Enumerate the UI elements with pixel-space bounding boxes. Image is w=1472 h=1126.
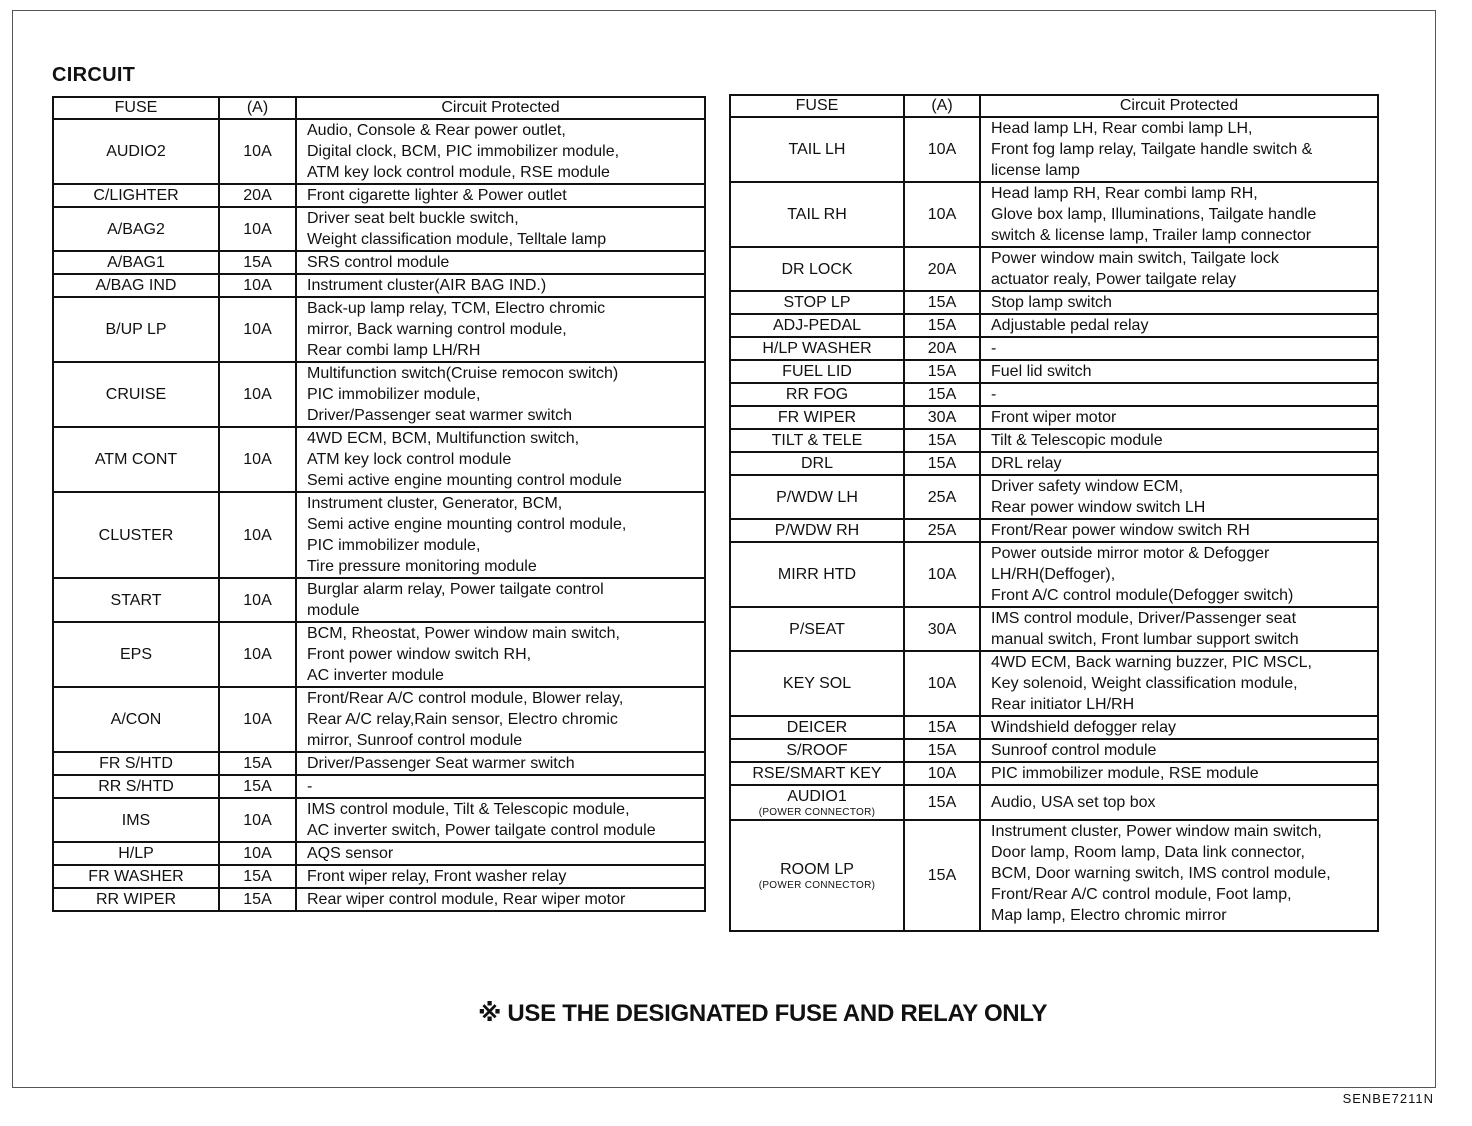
image-code: SENBE7211N [1342, 1091, 1434, 1106]
fuse-name-cell [53, 119, 219, 184]
circuit-line: Audio, USA set top box [991, 794, 1156, 811]
circuit-protected-cell [980, 291, 1378, 314]
fuse-name-cell [53, 297, 219, 362]
table-row [730, 739, 1378, 762]
fuse-amperage: 10A [904, 762, 980, 785]
table-row [730, 383, 1378, 406]
fuse-name: A/CON [110, 711, 162, 728]
table-row [53, 865, 705, 888]
fuse-amperage: 15A [219, 251, 296, 274]
circuit-line: Adjustable pedal relay [991, 317, 1149, 334]
circuit-line: Driver seat belt buckle switch, [307, 210, 519, 227]
fuse-subtitle: (POWER CONNECTOR) [758, 807, 876, 818]
circuit-line: AQS sensor [307, 845, 394, 862]
circuit-line: Power outside mirror motor & Defogger [991, 545, 1270, 562]
table-row [730, 406, 1378, 429]
circuit-protected-cell [296, 297, 705, 362]
circuit-protected-cell [296, 119, 705, 184]
table-row [53, 119, 705, 184]
circuit-protected-cell [980, 762, 1378, 785]
fuse-name: TAIL LH [788, 141, 846, 158]
fuse-name-cell [53, 865, 219, 888]
table-row [53, 622, 705, 687]
table-row [53, 888, 705, 911]
fuse-amperage: 10A [904, 542, 980, 607]
circuit-line: Instrument cluster, Generator, BCM, [307, 495, 563, 512]
circuit-protected-cell [980, 651, 1378, 716]
circuit-line: Weight classification module, Telltale lamp [307, 231, 607, 248]
fuse-name: DR LOCK [781, 260, 853, 278]
fuse-name: P/WDW RH [774, 522, 860, 539]
circuit-line: 4WD ECM, Back warning buzzer, PIC MSCL, [991, 654, 1312, 671]
fuse-amperage: 20A [219, 184, 296, 207]
table-header [53, 97, 705, 119]
fuse-amperage: 10A [904, 117, 980, 182]
header-amp: (A) [219, 97, 296, 119]
circuit-protected-cell [980, 519, 1378, 542]
circuit-line: switch & license lamp, Trailer lamp connector [991, 227, 1312, 244]
circuit-protected-cell [296, 865, 705, 888]
table-row [730, 337, 1378, 360]
fuse-name-cell [53, 578, 219, 622]
fuse-name: KEY SOL [782, 675, 852, 692]
circuit-line: Front cigarette lighter & Power outlet [307, 187, 567, 204]
circuit-protected-cell [296, 492, 705, 578]
fuse-amperage: 10A [219, 362, 296, 427]
circuit-protected-cell [296, 427, 705, 492]
circuit-line: Stop lamp switch [991, 294, 1112, 311]
circuit-line: mirror, Back warning control module, [307, 321, 567, 338]
fuse-amperage: 10A [219, 119, 296, 184]
designated-fuse-note: ※ USE THE DESIGNATED FUSE AND RELAY ONLY [478, 1000, 1048, 1027]
fuse-amperage: 15A [904, 716, 980, 739]
circuit-protected-cell [296, 274, 705, 297]
fuse-name-cell [53, 362, 219, 427]
fuse-amperage: 15A [904, 314, 980, 337]
fuse-name-cell [730, 716, 904, 739]
table-header [730, 95, 1378, 117]
circuit-protected-cell [980, 247, 1378, 291]
circuit-line: BCM, Door warning switch, IMS control module, [991, 865, 1331, 882]
fuse-amperage: 10A [219, 687, 296, 752]
circuit-protected-cell [296, 888, 705, 911]
circuit-line: Multifunction switch(Cruise remocon switch) [307, 365, 619, 382]
table-row [53, 184, 705, 207]
fuse-amperage: 15A [904, 429, 980, 452]
fuse-name: S/ROOF [786, 742, 848, 759]
circuit-line: Semi active engine mounting control module [307, 472, 622, 489]
fuse-name: AUDIO1 [787, 788, 847, 805]
table-row [730, 117, 1378, 182]
fuse-name: A/BAG2 [107, 220, 165, 238]
circuit-protected-cell [980, 475, 1378, 519]
fuse-amperage: 15A [904, 739, 980, 762]
table-row [730, 182, 1378, 247]
fuse-amperage: 15A [904, 360, 980, 383]
fuse-amperage: 15A [904, 383, 980, 406]
fuse-name-cell [730, 247, 904, 291]
fuse-name-cell [53, 842, 219, 865]
table-row [730, 762, 1378, 785]
circuit-line: - [307, 778, 313, 795]
circuit-protected-cell [980, 739, 1378, 762]
table-row [53, 207, 705, 251]
circuit-protected-cell [980, 429, 1378, 452]
fuse-name-cell [730, 360, 904, 383]
circuit-protected-cell [296, 184, 705, 207]
circuit-line: Rear A/C relay,Rain sensor, Electro chromic [307, 711, 618, 728]
fuse-name: CLUSTER [98, 526, 174, 544]
circuit-line: Driver/Passenger Seat warmer switch [307, 755, 575, 772]
fuse-amperage: 10A [219, 492, 296, 578]
fuse-name: ADJ-PEDAL [772, 317, 862, 334]
circuit-line: Windshield defogger relay [991, 719, 1176, 736]
fuse-name: FR WIPER [777, 409, 857, 426]
table-row [730, 785, 1378, 820]
fuse-amperage: 25A [904, 475, 980, 519]
table-row [730, 820, 1378, 931]
fuse-name: STOP LP [783, 294, 851, 311]
fuse-amperage: 15A [904, 820, 980, 931]
header-amp: (A) [904, 95, 980, 117]
header-fuse: FUSE [730, 95, 904, 117]
circuit-line: Burglar alarm relay, Power tailgate control [307, 581, 604, 598]
fuse-name: AUDIO2 [106, 143, 166, 160]
circuit-line: SRS control module [307, 254, 450, 271]
circuit-protected-cell [296, 798, 705, 842]
fuse-amperage: 10A [219, 297, 296, 362]
fuse-amperage: 20A [904, 247, 980, 291]
circuit-line: Fuel lid switch [991, 363, 1092, 380]
fuse-name: DEICER [786, 719, 848, 736]
circuit-protected-cell [980, 383, 1378, 406]
circuit-line: Power window main switch, Tailgate lock [991, 250, 1279, 267]
circuit-protected-cell [980, 360, 1378, 383]
fuse-amperage: 10A [219, 842, 296, 865]
circuit-line: Door lamp, Room lamp, Data link connector, [991, 844, 1305, 861]
circuit-line: manual switch, Front lumbar support switch [991, 631, 1299, 648]
circuit-line: Front wiper motor [991, 409, 1117, 426]
fuse-name: TILT & TELE [771, 432, 863, 449]
table-row [730, 291, 1378, 314]
fuse-name: A/BAG IND [95, 277, 177, 294]
fuse-name: DRL [800, 455, 833, 472]
fuse-name-cell [53, 775, 219, 798]
circuit-protected-cell [980, 406, 1378, 429]
circuit-line: Front power window switch RH, [307, 646, 532, 663]
fuse-name: RR FOG [785, 386, 849, 403]
fuse-amperage: 10A [904, 182, 980, 247]
circuit-protected-cell [296, 578, 705, 622]
table-row [730, 314, 1378, 337]
table-row [730, 452, 1378, 475]
circuit-line: LH/RH(Deffoger), [991, 566, 1116, 583]
table-row [53, 362, 705, 427]
fuse-name-cell [730, 820, 904, 931]
fuse-name-cell [730, 314, 904, 337]
fuse-name: START [110, 591, 162, 609]
fuse-subtitle: (POWER CONNECTOR) [758, 880, 876, 891]
table-row [53, 752, 705, 775]
circuit-line: license lamp [991, 162, 1080, 179]
table-row [730, 716, 1378, 739]
fuse-amperage: 10A [904, 651, 980, 716]
circuit-line: Front/Rear A/C control module, Blower relay, [307, 690, 624, 707]
table-row [730, 542, 1378, 607]
table-row [53, 687, 705, 752]
circuit-line: Rear combi lamp LH/RH [307, 342, 481, 359]
circuit-line: mirror, Sunroof control module [307, 732, 523, 749]
table-row [730, 360, 1378, 383]
fuse-name-cell [730, 452, 904, 475]
circuit-protected-cell [296, 752, 705, 775]
fuse-name-cell [730, 739, 904, 762]
header-circuit: Circuit Protected [296, 97, 705, 119]
circuit-line: AC inverter module [307, 667, 444, 684]
table-row [53, 492, 705, 578]
table-row [53, 578, 705, 622]
fuse-name-cell [53, 888, 219, 911]
circuit-protected-cell [980, 314, 1378, 337]
fuse-name: FR WASHER [88, 868, 184, 885]
fuse-name: A/BAG1 [107, 254, 165, 271]
circuit-protected-cell [980, 337, 1378, 360]
fuse-name-cell [730, 607, 904, 651]
circuit-line: ATM key lock control module [307, 451, 512, 468]
fuse-name-cell [53, 251, 219, 274]
fuse-name: P/WDW LH [776, 488, 858, 506]
circuit-line: Front fog lamp relay, Tailgate handle switch & [991, 141, 1313, 158]
fuse-name-cell [53, 207, 219, 251]
header-circuit: Circuit Protected [980, 95, 1378, 117]
table-row [730, 475, 1378, 519]
fuse-name-cell [730, 542, 904, 607]
fuse-table-right [729, 94, 1379, 932]
fuse-name: CRUISE [105, 386, 167, 403]
circuit-line: Rear initiator LH/RH [991, 696, 1135, 713]
circuit-line: PIC immobilizer module, RSE module [991, 765, 1259, 782]
fuse-name-cell [730, 383, 904, 406]
circuit-protected-cell [296, 251, 705, 274]
fuse-amperage: 15A [219, 775, 296, 798]
circuit-protected-cell [296, 207, 705, 251]
fuse-name-cell [53, 184, 219, 207]
fuse-name-cell [730, 291, 904, 314]
fuse-name-cell [730, 475, 904, 519]
fuse-name: C/LIGHTER [93, 187, 179, 204]
fuse-amperage: 10A [219, 207, 296, 251]
circuit-line: Rear wiper control module, Rear wiper motor [307, 891, 626, 908]
circuit-protected-cell [296, 687, 705, 752]
fuse-amperage: 10A [219, 798, 296, 842]
circuit-line: Instrument cluster, Power window main switch, [991, 823, 1322, 840]
circuit-protected-cell [296, 842, 705, 865]
table-row [53, 251, 705, 274]
circuit-line: - [991, 386, 997, 403]
table-row [53, 274, 705, 297]
circuit-protected-cell [980, 117, 1378, 182]
fuse-name: P/SEAT [789, 620, 845, 638]
circuit-protected-cell [980, 542, 1378, 607]
circuit-protected-cell [296, 622, 705, 687]
fuse-amperage: 15A [219, 865, 296, 888]
fuse-name: EPS [119, 646, 152, 663]
circuit-line: Sunroof control module [991, 742, 1157, 759]
fuse-name-cell [730, 182, 904, 247]
circuit-line: BCM, Rheostat, Power window main switch, [307, 625, 620, 642]
table-row [730, 651, 1378, 716]
fuse-amperage: 10A [219, 427, 296, 492]
circuit-line: Glove box lamp, Illuminations, Tailgate handle [991, 206, 1317, 223]
circuit-line: Front wiper relay, Front washer relay [307, 868, 567, 885]
fuse-name: IMS [121, 811, 151, 829]
circuit-line: - [991, 340, 997, 357]
circuit-line: Rear power window switch LH [991, 499, 1206, 516]
header-fuse: FUSE [53, 97, 219, 119]
fuse-name-cell [730, 651, 904, 716]
fuse-amperage: 15A [904, 785, 980, 820]
fuse-name: B/UP LP [105, 321, 167, 338]
circuit-line: Map lamp, Electro chromic mirror [991, 907, 1227, 924]
fuse-name: RR S/HTD [98, 778, 174, 795]
circuit-line: Instrument cluster(AIR BAG IND.) [307, 277, 547, 294]
fuse-name-cell [53, 752, 219, 775]
circuit-line: Driver/Passenger seat warmer switch [307, 407, 572, 424]
fuse-name: RR WIPER [96, 891, 176, 908]
table-row [730, 247, 1378, 291]
fuse-amperage: 15A [904, 452, 980, 475]
fuse-name-cell [730, 337, 904, 360]
circuit-line: Semi active engine mounting control module, [307, 516, 627, 533]
fuse-name-cell [53, 622, 219, 687]
table-row [53, 842, 705, 865]
circuit-protected-cell [980, 716, 1378, 739]
table-row [53, 297, 705, 362]
fuse-amperage: 15A [219, 888, 296, 911]
fuse-name-cell [730, 117, 904, 182]
fuse-name-cell [730, 429, 904, 452]
fuse-amperage: 15A [904, 291, 980, 314]
fuse-amperage: 15A [219, 752, 296, 775]
fuse-name-cell [53, 687, 219, 752]
circuit-line: Digital clock, BCM, PIC immobilizer module, [307, 143, 620, 160]
circuit-line: PIC immobilizer module, [307, 537, 481, 554]
table-row [730, 429, 1378, 452]
fuse-name-cell [53, 798, 219, 842]
fuse-amperage: 20A [904, 337, 980, 360]
fuse-name: H/LP WASHER [762, 340, 872, 357]
fuse-name: ROOM LP [780, 861, 854, 878]
circuit-line: Audio, Console & Rear power outlet, [307, 122, 566, 139]
circuit-line: Front A/C control module(Defogger switch) [991, 587, 1294, 604]
fuse-name: FR S/HTD [99, 755, 173, 772]
circuit-line: DRL relay [991, 455, 1062, 472]
circuit-line: module [307, 602, 360, 619]
fuse-amperage: 10A [219, 274, 296, 297]
fuse-amperage: 30A [904, 607, 980, 651]
page-title: CIRCUIT [52, 64, 136, 86]
table-row [53, 427, 705, 492]
table-row [53, 775, 705, 798]
circuit-line: Head lamp LH, Rear combi lamp LH, [991, 120, 1253, 137]
table-row [53, 798, 705, 842]
fuse-amperage: 10A [219, 578, 296, 622]
circuit-protected-cell [980, 182, 1378, 247]
circuit-line: PIC immobilizer module, [307, 386, 481, 403]
circuit-line: actuator realy, Power tailgate relay [991, 271, 1237, 288]
circuit-line: IMS control module, Tilt & Telescopic module, [307, 801, 630, 818]
fuse-amperage: 30A [904, 406, 980, 429]
circuit-line: IMS control module, Driver/Passenger seat [991, 610, 1297, 627]
circuit-line: Front/Rear A/C control module, Foot lamp, [991, 886, 1292, 903]
fuse-amperage: 25A [904, 519, 980, 542]
circuit-line: AC inverter switch, Power tailgate control module [307, 822, 656, 839]
circuit-protected-cell [980, 820, 1378, 931]
fuse-name-cell [730, 785, 904, 820]
circuit-line: ATM key lock control module, RSE module [307, 164, 610, 181]
table-row [730, 607, 1378, 651]
table-row [730, 519, 1378, 542]
circuit-line: Key solenoid, Weight classification module, [991, 675, 1298, 692]
fuse-name-cell [53, 427, 219, 492]
circuit-line: Driver safety window ECM, [991, 478, 1184, 495]
fuse-amperage: 10A [219, 622, 296, 687]
circuit-protected-cell [980, 452, 1378, 475]
circuit-protected-cell [296, 775, 705, 798]
fuse-name-cell [730, 519, 904, 542]
fuse-name: ATM CONT [94, 451, 178, 468]
circuit-line: Head lamp RH, Rear combi lamp RH, [991, 185, 1258, 202]
fuse-name: MIRR HTD [777, 566, 857, 583]
fuse-name: FUEL LID [782, 363, 852, 380]
fuse-name-cell [730, 406, 904, 429]
circuit-line: Back-up lamp relay, TCM, Electro chromic [307, 300, 606, 317]
fuse-name: TAIL RH [787, 206, 847, 223]
circuit-protected-cell [980, 785, 1378, 820]
fuse-name: RSE/SMART KEY [752, 765, 882, 782]
fuse-name-cell [53, 492, 219, 578]
fuse-name-cell [53, 274, 219, 297]
circuit-protected-cell [296, 362, 705, 427]
circuit-line: Tire pressure monitoring module [307, 558, 537, 575]
fuse-name: H/LP [118, 845, 154, 862]
circuit-line: Front/Rear power window switch RH [991, 522, 1250, 539]
circuit-protected-cell [980, 607, 1378, 651]
circuit-line: 4WD ECM, BCM, Multifunction switch, [307, 430, 580, 447]
fuse-table-left [52, 96, 706, 912]
circuit-line: Tilt & Telescopic module [991, 432, 1163, 449]
fuse-name-cell [730, 762, 904, 785]
